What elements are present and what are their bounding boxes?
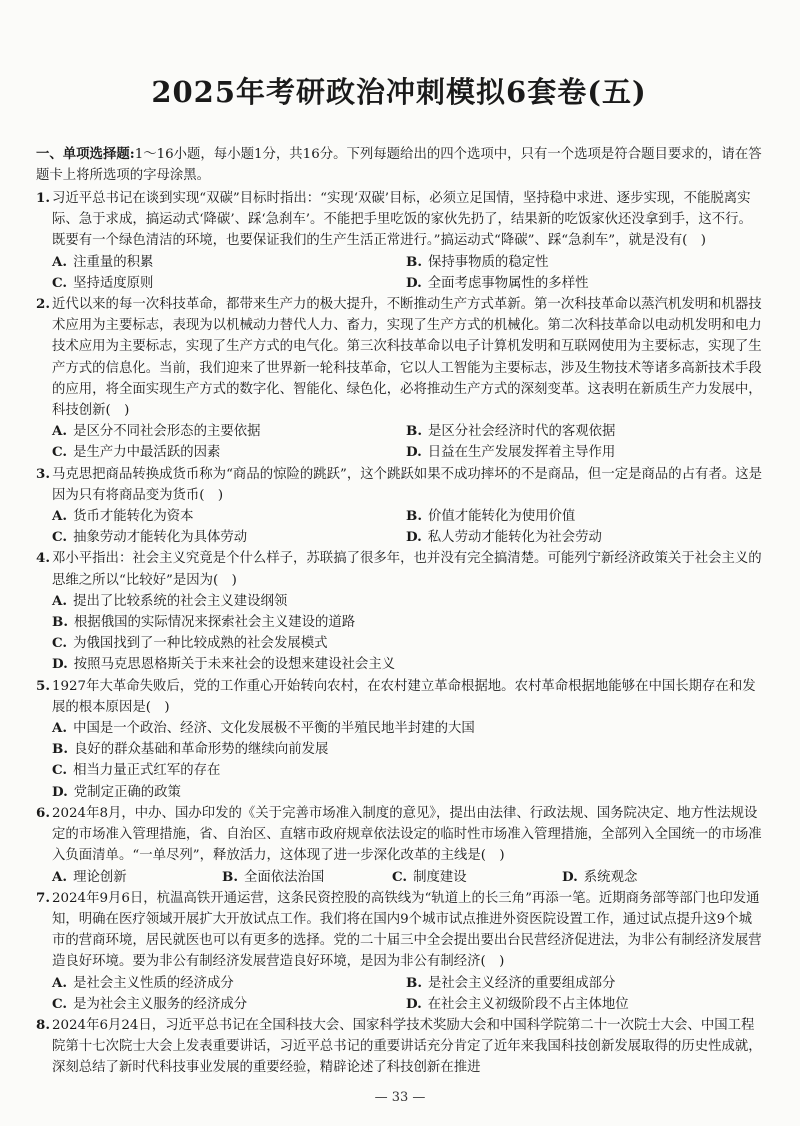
option-d: D. 党制定正确的政策 — [52, 783, 181, 800]
question-stem: 1927年大革命失败后，党的工作重心开始转向农村，在农村建立革命根据地。农村革命根据地能够在中国长期存在和发展的根本原因是( ) — [52, 678, 756, 715]
option-c: C. 是生产力中最活跃的因素 — [52, 444, 221, 461]
question-stem: 近代以来的每一次科技革命，都带来生产力的极大提升，不断推动生产方式革新。第一次科技革命以蒸汽机发明和机器技术应用为主要标志，表现为以机械动力替代人力、畜力，实现了生产方式的机械化。第二次科技革命以电动机发明和电力技术应用为主要标志，实现了生产方式的电气化。第三次科技革命以电子计算机发明和互联网使用为主要标志，实现了生产方式的信息化。当前，我们迎来了世界新一轮科技革命，它以人工智能为主要标志，涉及生物技术等诸多高新技术手段的应用，将全面实现生产方式的数字化、智能化、绿色化，必将推动生产方式的深刻变革。这表明在新质生产力发展中，科技创新( ) — [52, 297, 762, 419]
question-3 — [36, 464, 762, 549]
option-d: D. 在社会主义初级阶段不占主体地位 — [406, 995, 629, 1012]
question-number: 6. — [36, 804, 50, 821]
question-stem: 习近平总书记在谈到实现“双碳”目标时指出：“实现‘双碳’目标，必须立足国情，坚持稳中求进、逐步实现，不能脱离实际、急于求成，搞运动式‘降碳’、踩‘急刹车’。不能把手里吃饭的家伙先扔了，结果新的吃饭家伙还没拿到手，这不行。既要有一个绿色清洁的环境，也要保证我们的生产生活正常进行。”搞运动式“降碳”、踩“急刹车”，就是没有( ) — [52, 191, 752, 249]
question-stem: 2024年6月24日，习近平总书记在全国科技大会、国家科学技术奖励大会和中国科学院第二十一次院士大会、中国工程院第十七次院士大会上发表重要讲话，习近平总书记的重要讲话充分肯定了近年来我国科技创新发展取得的历史性成就，深刻总结了新时代科技事业发展的重要经验，精辟论述了科技创新在推进 — [52, 1017, 762, 1076]
option-c: C. 制度建设 — [392, 868, 467, 885]
page-number: — 33 — — [374, 1090, 426, 1105]
question-8 — [36, 1015, 762, 1079]
page-title: 2025年考研政治冲刺模拟6套卷(五) — [151, 75, 647, 109]
option-b: B. 良好的群众基础和革命形势的继续向前发展 — [52, 741, 329, 758]
question-stem: 2024年8月，中办、国办印发的《关于完善市场准入制度的意见》，提出由法律、行政法规、国务院决定、地方性法规设定的市场准入管理措施，省、自治区、直辖市政府规章依法设定的临时性市场准入管理措施，全部列入全国统一的市场准入负面清单。“一单尽列”，释放活力，这体现了进一步深化改革的主线是( ) — [52, 805, 762, 864]
option-b: B. 保持事物质的稳定性 — [406, 253, 549, 270]
question-number: 2. — [36, 296, 50, 313]
section-instructions — [36, 144, 762, 186]
option-c: C. 为俄国找到了一种比较成熟的社会发展模式 — [52, 635, 328, 652]
question-6 — [36, 803, 762, 888]
option-b: B. 是社会主义经济的重要组成部分 — [406, 974, 616, 991]
option-b: B. 根据俄国的实际情况来探索社会主义建设的道路 — [52, 614, 356, 631]
question-stem: 邓小平指出：社会主义究竟是个什么样子，苏联搞了很多年，也并没有完全搞清楚。可能列宁新经济政策关于社会主义的思维之所以“比较好”是因为( ) — [52, 551, 762, 588]
option-b: B. 全面依法治国 — [222, 868, 325, 885]
option-a: A. 货币才能转化为资本 — [52, 508, 194, 525]
option-c: C. 相当力量正式红军的存在 — [52, 762, 221, 779]
question-number: 5. — [36, 677, 50, 694]
section-label: 一、单项选择题: — [36, 146, 135, 162]
option-a: A. 理论创新 — [52, 868, 127, 885]
section-instruction-text: 1～16小题，每小题1分，共16分。下列每题给出的四个选项中，只有一个选项是符合题目要求的，请在答题卡上将所选项的字母涂黑。 — [36, 147, 762, 183]
question-stem: 马克思把商品转换成货币称为“商品的惊险的跳跃”，这个跳跃如果不成功摔坏的不是商品，但一定是商品的占有者。这是因为只有将商品变为货币( ) — [52, 466, 762, 503]
option-c: C. 坚持适度原则 — [52, 274, 154, 291]
option-a: A. 注重量的积累 — [52, 253, 154, 270]
question-number: 1. — [36, 190, 50, 206]
question-stem: 2024年9月6日，杭温高铁开通运营，这条民资控股的高铁线为“轨道上的长三角”再添一笔。近期商务部等部门也印发通知，明确在医疗领域开展扩大开放试点工作。我们将在国内9个城市试点推进外资医院设置工作，通过试点提升这9个城市的营商环境，居民就医也可以有更多的选择。党的二十届三中全会提出要出台民营经济促进法，为非公有制经济发展营造良好环境。要为非公有制经济发展营造良好环境，是因为非公有制经济( ) — [52, 890, 762, 970]
question-number: 4. — [36, 550, 50, 567]
question-number: 8. — [36, 1016, 50, 1033]
option-a: A. 是社会主义性质的经济成分 — [52, 974, 234, 991]
option-c: C. 抽象劳动才能转化为具体劳动 — [52, 529, 248, 546]
question-4 — [36, 548, 762, 675]
question-5 — [36, 676, 762, 803]
option-b: B. 价值才能转化为使用价值 — [406, 508, 576, 525]
question-2 — [36, 294, 762, 464]
option-a: A. 中国是一个政治、经济、文化发展极不平衡的半殖民地半封建的大国 — [52, 720, 475, 737]
option-d: D. 日益在生产发展发挥着主导作用 — [406, 444, 616, 461]
option-a: A. 提出了比较系统的社会主义建设纲领 — [52, 592, 288, 609]
question-number: 7. — [36, 889, 50, 906]
option-c: C. 是为社会主义服务的经济成分 — [52, 995, 248, 1012]
option-a: A. 是区分不同社会形态的主要依据 — [52, 423, 261, 440]
option-b: B. 是区分社会经济时代的客观依据 — [406, 423, 616, 440]
option-d: D. 系统观念 — [562, 868, 638, 885]
question-1 — [36, 188, 762, 294]
option-d: D. 私人劳动才能转化为社会劳动 — [406, 529, 602, 546]
question-7 — [36, 888, 762, 1015]
question-number: 3. — [36, 465, 50, 482]
option-d: D. 按照马克思恩格斯关于未来社会的设想来建设社会主义 — [52, 656, 396, 673]
option-d: D. 全面考虑事物属性的多样性 — [406, 274, 589, 291]
